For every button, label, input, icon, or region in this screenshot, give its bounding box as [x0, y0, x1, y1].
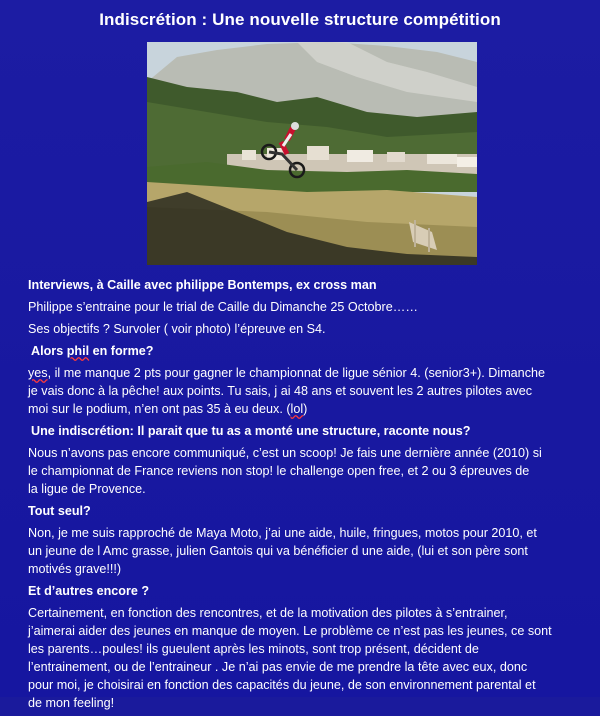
photo-illustration — [147, 42, 477, 265]
answer-1: yes, il me manque 2 pts pour gagner le championnat de ligue sénior 4. (senior3+). Dimanche je vais donc à la pêche! aux points. Tu sais, j ai 48 ans et souvent les 2 autres pilotes avec moi sur le podium, n’en ont pas 35 à eu deux. (lol) — [28, 366, 545, 416]
article-body — [28, 276, 574, 716]
intro-line-2: Ses objectifs ? Survoler ( voir photo) l’épreuve en S4. — [28, 322, 326, 336]
trial-rider-jump-photo — [147, 42, 477, 265]
question-2: Une indiscrétion: Il parait que tu as a monté une structure, raconte nous? — [31, 424, 471, 438]
intro-line-1: Philippe s’entraine pour le trial de Caille du Dimanche 25 Octobre…… — [28, 300, 418, 314]
page-title: Indiscrétion : Une nouvelle structure compétition — [99, 10, 501, 29]
answer-4: Certainement, en fonction des rencontres, et de la motivation des pilotes à s’entrainer, j’aimerai aider des jeunes en manque de moyen. Le problème ce n’est pas les jeunes, ce sont les parents…poules! ils gueulent après les minots, sont trop présent, décident de l’entrainement, ou de l’entraineur . Je n’ai pas envie de me prendre la tête avec eux, donc pour moi, je choisirai en fonction des capacités du jeune, de son environnement parental et de mon feeling! — [28, 606, 552, 710]
question-1: Alors phil en forme? — [31, 344, 154, 358]
answer-3: Non, je me suis rapproché de Maya Moto, j’ai une aide, huile, fringues, motos pour 2010, et un jeune de l Amc grasse, julien Gantois qui va bénéficier d une aide, (lui et son père sont motivés grave!!!) — [28, 526, 537, 576]
article-heading: Interviews, à Caille avec philippe Bontemps, ex cross man — [28, 278, 377, 292]
answer-2: Nous n’avons pas encore communiqué, c’est un scoop! Je fais une dernière année (2010) si le championnat de France reviens non stop! le challenge open free, et 2 ou 3 épreuves de la ligue de Provence. — [28, 446, 542, 496]
question-4: Et d’autres encore ? — [28, 584, 150, 598]
question-3: Tout seul? — [28, 504, 91, 518]
